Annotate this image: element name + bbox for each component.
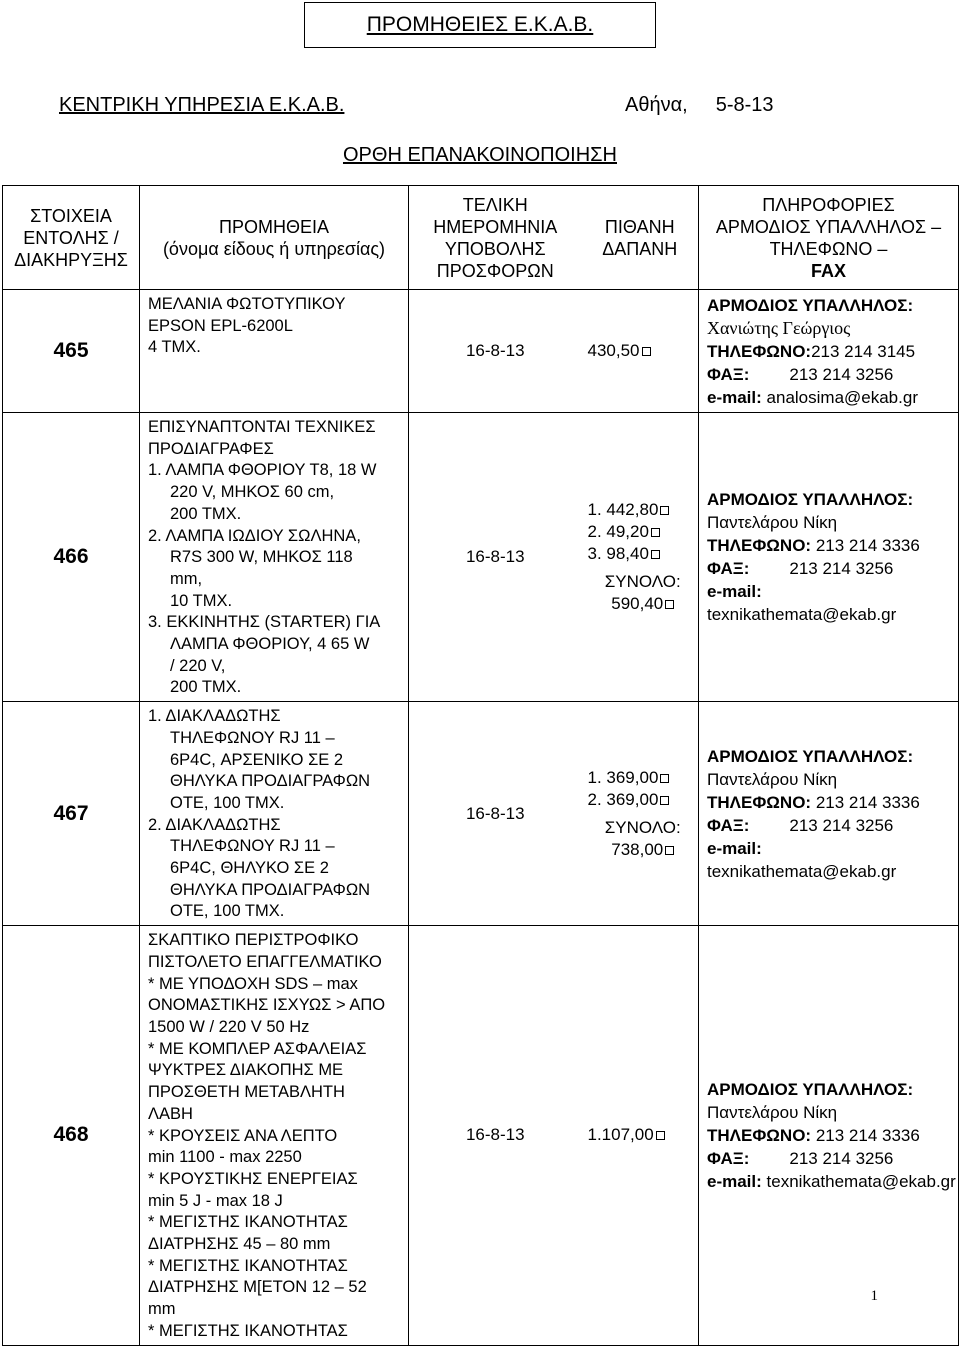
- desc-line: ΠΡΟΔΙΑΓΡΑΦΕΣ: [148, 439, 274, 458]
- header-line: FAX: [810, 260, 846, 281]
- desc-line: ΔΙΑΤΡΗΣΗΣ 45 – 80 mm: [148, 1235, 331, 1254]
- desc-line: mm: [148, 1300, 176, 1319]
- item-description: [140, 413, 409, 702]
- contact-role: [707, 1078, 958, 1101]
- cost-value: 430,50: [587, 341, 640, 360]
- phone-label: ΤΗΛΕΦΩΝΟ:: [707, 1125, 812, 1145]
- desc-line: ΕΠΙΣΥΝΑΠΤΟΝΤΑΙ ΤΕΧΝΙΚΕΣ: [148, 418, 376, 436]
- contact-role-text: ΑΡΜΟΔΙΟΣ ΥΠΑΛΛΗΛΟΣ:: [707, 490, 914, 510]
- subtitle: ΟΡΘΗ ΕΠΑΝΑΚΟΙΝΟΠΟΙΗΣΗ: [342, 144, 617, 166]
- page-number: 1: [870, 1288, 878, 1304]
- desc-line: ΠΙΣΤΟΛΕΤΟ ΕΠΑΓΓΕΛΜΑΤΙΚΟ: [148, 952, 382, 971]
- desc-line: ΛΑΒΗ: [148, 1104, 193, 1123]
- desc-line: 2. ΛΑΜΠΑ ΙΩΔΙΟΥ ΣΩΛΗΝΑ,: [148, 526, 361, 545]
- cost-value: 3. 98,40: [587, 544, 649, 564]
- fax-value: 213 214 3256: [789, 364, 894, 384]
- contact-email-label: [707, 837, 958, 860]
- contact-info: [699, 290, 959, 413]
- cost-total: [588, 817, 699, 861]
- header-line: ΤΕΛΙΚΗ: [462, 194, 528, 215]
- table-row: [3, 926, 959, 1345]
- euro-icon: [665, 600, 674, 609]
- contact-fax: [707, 557, 958, 580]
- cost-value: 1.107,00: [587, 1125, 654, 1145]
- euro-icon: [651, 528, 660, 537]
- euro-icon: [665, 846, 674, 855]
- contact-fax: [707, 1147, 958, 1170]
- deadline-date: 16-8-13: [409, 926, 582, 1345]
- table-row: [3, 413, 959, 702]
- contact-name: Χανιώτης Γεώργιος: [707, 317, 851, 338]
- fax-label: ΦΑΞ:: [707, 1148, 750, 1168]
- contact-phone: [707, 340, 958, 363]
- euro-icon: [660, 774, 669, 783]
- desc-line: ΟΤΕ, 100 ΤΜΧ.: [170, 793, 285, 812]
- contact-role: [707, 488, 958, 511]
- cost-item: [588, 543, 699, 565]
- header-line: ΠΛΗΡΟΦΟΡΙΕΣ: [762, 194, 895, 215]
- item-description: [140, 926, 409, 1345]
- fax-value: 213 214 3256: [789, 1148, 894, 1168]
- desc-line: * ΜΕ ΚΟΜΠΛΕΡ ΑΣΦΑΛΕΙΑΣ: [148, 1039, 367, 1058]
- phone-label: ΤΗΛΕΦΩΝΟ:: [707, 792, 812, 812]
- cost-value: 2. 49,20: [587, 522, 649, 542]
- contact-fax: [707, 814, 958, 837]
- table-header-row: [3, 186, 959, 290]
- desc-line: ΜΕΛΑΝΙΑ ΦΩΤΟΤΥΠΙΚΟΥ: [148, 295, 346, 313]
- desc-line: EPSON EPL-6200L: [148, 316, 293, 335]
- location-date: [625, 94, 802, 117]
- header-line: ΕΝΤΟΛΗΣ /: [23, 227, 119, 248]
- total-label: ΣΥΝΟΛΟ:: [604, 572, 681, 592]
- contact-email-label: [707, 580, 958, 603]
- contact-phone: [707, 791, 958, 814]
- desc-line: min 1100 - max 2250: [148, 1148, 302, 1167]
- table-row: [3, 290, 959, 413]
- desc-line: ΘΗΛΥΚΑ ΠΡΟΔΙΑΓΡΑΦΩΝ: [170, 772, 371, 791]
- contact-phone: [707, 534, 958, 557]
- desc-line: * ΜΕ ΥΠΟΔΟΧΗ SDS – max: [148, 974, 358, 993]
- cost-item: [588, 499, 699, 521]
- header-line: ΣΤΟΙΧΕΙΑ: [30, 205, 112, 226]
- cost-list: [588, 499, 699, 565]
- header-deadline: [409, 186, 582, 290]
- header-line: ΗΜΕΡΟΜΗΝΙΑ: [433, 216, 558, 237]
- desc-line: * ΜΕΓΙΣΤΗΣ ΙΚΑΝΟΤΗΤΑΣ: [148, 1321, 348, 1340]
- contact-info: [699, 413, 959, 702]
- email-value[interactable]: analosima@ekab.gr: [766, 387, 918, 407]
- header-order: [3, 186, 140, 290]
- desc-line: mm,: [170, 569, 203, 588]
- desc-line: * ΚΡΟΥΣΕΙΣ ΑΝΑ ΛΕΠΤΟ: [148, 1126, 338, 1145]
- order-id: 467: [3, 702, 140, 926]
- fax-label: ΦΑΞ:: [707, 559, 750, 579]
- total-value: 738,00: [611, 839, 664, 859]
- desc-line: R7S 300 W, ΜΗΚΟΣ 118: [170, 548, 353, 567]
- contact-fax: [707, 363, 958, 386]
- contact-info: [699, 702, 959, 926]
- fax-value: 213 214 3256: [789, 815, 894, 835]
- date: 5-8-13: [715, 94, 774, 116]
- header-line: ΔΙΑΚΗΡΥΞΗΣ: [14, 249, 128, 270]
- phone-value: 213 214 3336: [815, 1125, 920, 1145]
- table-row: [3, 702, 959, 926]
- phone-value: 213 214 3145: [811, 341, 916, 361]
- desc-line: min 5 J - max 18 J: [148, 1191, 283, 1210]
- fax-label: ΦΑΞ:: [707, 815, 750, 835]
- estimated-cost: [582, 290, 699, 413]
- phone-value: 213 214 3336: [815, 536, 920, 556]
- contact-phone: [707, 1124, 958, 1147]
- contact-role-text: ΑΡΜΟΔΙΟΣ ΥΠΑΛΛΗΛΟΣ:: [707, 746, 914, 766]
- desc-line: 200 ΤΜΧ.: [170, 504, 242, 523]
- total-value: 590,40: [611, 594, 664, 614]
- contact-role: [707, 294, 958, 317]
- department-heading: ΚΕΝΤΡΙΚΗ ΥΠΗΡΕΣΙΑ Ε.Κ.Α.Β.: [59, 94, 345, 116]
- phone-label: ΤΗΛΕΦΩΝΟ:: [707, 536, 812, 556]
- order-id: 466: [3, 413, 140, 702]
- desc-line: * ΜΕΓΙΣΤΗΣ ΙΚΑΝΟΤΗΤΑΣ: [148, 1256, 348, 1275]
- contact-role: [707, 745, 958, 768]
- total-label: ΣΥΝΟΛΟ:: [604, 817, 681, 837]
- contact-email[interactable]: texnikathemata@ekab.gr: [707, 861, 897, 881]
- desc-line: 3. ΕΚΚΙΝΗΤΗΣ (STARTER) ΓΙΑ: [148, 613, 381, 632]
- contact-email: [707, 1170, 958, 1193]
- euro-icon: [656, 1131, 665, 1140]
- contact-name: Παντελάρου Νίκη: [707, 1102, 838, 1122]
- desc-line: 6P4C, ΑΡΣΕΝΙΚΟ ΣΕ 2: [170, 750, 344, 769]
- desc-line: ΔΙΑΤΡΗΣΗΣ Μ[ΕΤΟΝ 12 – 52: [148, 1278, 367, 1297]
- item-description: [140, 702, 409, 926]
- desc-line: 6P4C, ΘΗΛΥΚΟ ΣΕ 2: [170, 859, 329, 878]
- desc-line: / 220 V,: [170, 656, 226, 675]
- euro-icon: [660, 506, 669, 515]
- desc-line: 10 ΤΜΧ.: [170, 591, 233, 610]
- header-info: [699, 186, 959, 290]
- estimated-cost: [582, 413, 699, 702]
- desc-line: 1500 W / 220 V 50 Hz: [148, 1017, 310, 1036]
- deadline-date: 16-8-13: [409, 290, 582, 413]
- desc-line: ΟΤΕ, 100 ΤΜΧ.: [170, 902, 285, 921]
- fax-label: ΦΑΞ:: [707, 364, 750, 384]
- desc-line: ΟΝΟΜΑΣΤΙΚΗΣ ΙΣΧΥΩΣ > ΑΠΟ: [148, 996, 386, 1015]
- desc-line: 1. ΔΙΑΚΛΑΔΩΤΗΣ: [148, 707, 281, 726]
- contact-role-text: ΑΡΜΟΔΙΟΣ ΥΠΑΛΛΗΛΟΣ:: [707, 295, 914, 315]
- contact-role-text: ΑΡΜΟΔΙΟΣ ΥΠΑΛΛΗΛΟΣ:: [707, 1079, 914, 1099]
- cost-item: [588, 789, 699, 811]
- desc-line: 200 ΤΜΧ.: [170, 678, 242, 697]
- header-line: ΤΗΛΕΦΩΝΟ –: [769, 238, 888, 259]
- cost-list: [588, 767, 699, 811]
- contact-name: Παντελάρου Νίκη: [707, 769, 838, 789]
- document-title-text: ΠΡΟΜΗΘΕΙΕΣ Ε.Κ.Α.Β.: [366, 13, 594, 36]
- contact-email: [707, 386, 958, 409]
- total-row: [588, 839, 699, 861]
- item-description: [140, 290, 409, 413]
- header-line: ΠΙΘΑΝΗ: [604, 216, 675, 237]
- desc-line: * ΜΕΓΙΣΤΗΣ ΙΚΑΝΟΤΗΤΑΣ: [148, 1213, 348, 1232]
- estimated-cost: [582, 926, 699, 1345]
- desc-line: ΠΡΟΣΘΕΤΗ ΜΕΤΑΒΛΗΤΗ: [148, 1083, 345, 1102]
- contact-email[interactable]: texnikathemata@ekab.gr: [707, 605, 897, 625]
- desc-line: ΘΗΛΥΚΑ ΠΡΟΔΙΑΓΡΑΦΩΝ: [170, 880, 371, 899]
- cost-item: [588, 767, 699, 789]
- email-label: e-mail:: [707, 582, 762, 602]
- email-value[interactable]: texnikathemata@ekab.gr: [766, 1171, 956, 1191]
- deadline-date: 16-8-13: [409, 702, 582, 926]
- euro-icon: [660, 796, 669, 805]
- cost-item: [588, 521, 699, 543]
- email-label: e-mail:: [707, 1171, 762, 1191]
- desc-line: ΨΥΚΤΡΕΣ ΔΙΑΚΟΠΗΣ ΜΕ: [148, 1061, 344, 1080]
- email-label: e-mail:: [707, 838, 762, 858]
- euro-icon: [651, 550, 660, 559]
- header-cost: [582, 186, 699, 290]
- cost-total: [588, 571, 699, 615]
- fax-value: 213 214 3256: [789, 559, 894, 579]
- desc-line: ΛΑΜΠΑ ΦΘΟΡΙΟΥ, 4 65 W: [170, 635, 370, 654]
- header-line: (όνομα είδους ή υπηρεσίας): [162, 238, 386, 259]
- header-line: ΠΡΟΜΗΘΕΙΑ: [218, 216, 329, 237]
- header-line: ΥΠΟΒΟΛΗΣ: [444, 238, 546, 259]
- estimated-cost: [582, 702, 699, 926]
- contact-name: Παντελάρου Νίκη: [707, 513, 838, 533]
- desc-line: 1. ΛΑΜΠΑ ΦΘΟΡΙΟΥ Τ8, 18 W: [148, 461, 377, 480]
- euro-icon: [642, 347, 651, 356]
- cost-value: 2. 369,00: [587, 789, 659, 809]
- order-id: 468: [3, 926, 140, 1345]
- header-line: ΠΡΟΣΦΟΡΩΝ: [436, 260, 554, 281]
- desc-line: ΣΚΑΠΤΙΚΟ ΠΕΡΙΣΤΡΟΦΙΚΟ: [148, 931, 359, 950]
- city: Αθήνα,: [625, 94, 688, 116]
- contact-info: [699, 926, 959, 1345]
- header-line: ΔΑΠΑΝΗ: [602, 238, 678, 259]
- desc-line: 2. ΔΙΑΚΛΑΔΩΤΗΣ: [148, 815, 281, 834]
- cost-value: 1. 442,80: [587, 500, 659, 520]
- desc-line: 4 ΤΜΧ.: [148, 338, 201, 357]
- desc-line: * ΚΡΟΥΣΤΙΚΗΣ ΕΝΕΡΓΕΙΑΣ: [148, 1169, 358, 1188]
- procurement-table: [2, 185, 959, 1346]
- phone-label: ΤΗΛΕΦΩΝΟ:: [707, 341, 812, 361]
- phone-value: 213 214 3336: [815, 792, 920, 812]
- deadline-date: 16-8-13: [409, 413, 582, 702]
- desc-line: 220 V, ΜΗΚΟΣ 60 cm,: [170, 483, 335, 502]
- header-supply: [140, 186, 409, 290]
- desc-line: ΤΗΛΕΦΩΝΟΥ RJ 11 –: [170, 728, 335, 747]
- email-label: e-mail:: [707, 387, 762, 407]
- document-title: [304, 2, 656, 48]
- total-row: [588, 593, 699, 615]
- cost-value: 1. 369,00: [587, 767, 659, 787]
- order-id: 465: [3, 290, 140, 413]
- desc-line: ΤΗΛΕΦΩΝΟΥ RJ 11 –: [170, 837, 335, 856]
- header-line: ΑΡΜΟΔΙΟΣ ΥΠΑΛΛΗΛΟΣ –: [715, 216, 942, 237]
